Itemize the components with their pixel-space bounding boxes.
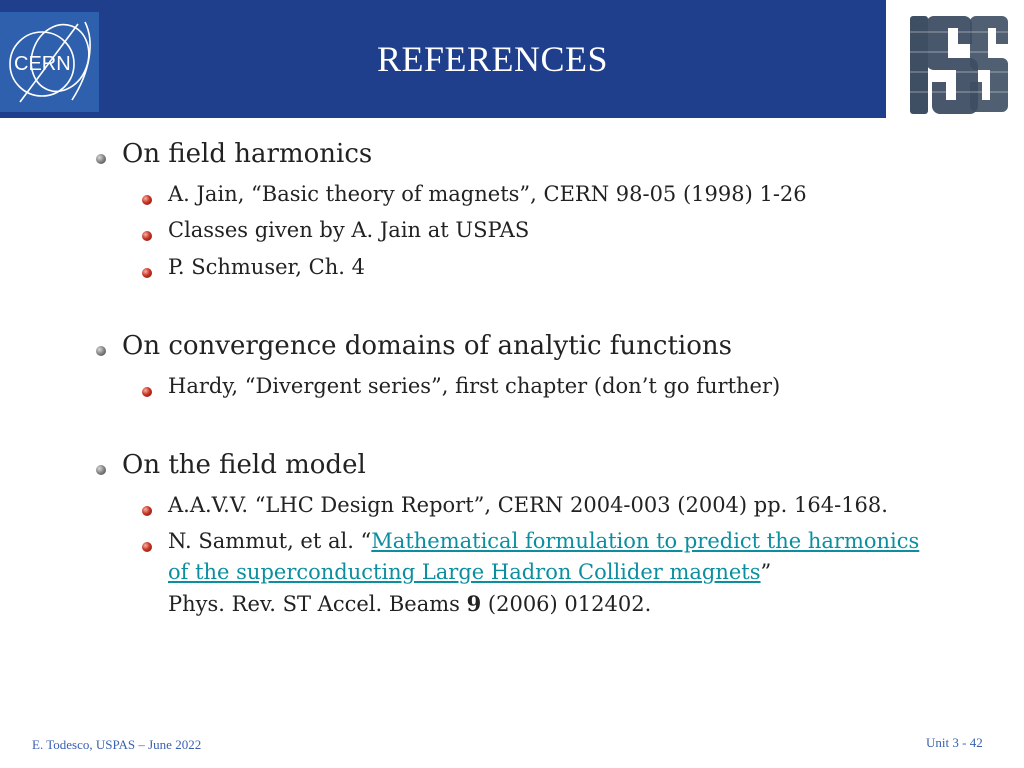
bullet-icon bbox=[142, 542, 152, 552]
section-heading: On the field model bbox=[122, 450, 366, 480]
bullet-icon bbox=[142, 195, 152, 205]
bullet-icon bbox=[142, 268, 152, 278]
list-item bbox=[168, 526, 919, 557]
list-item: A.A.V.V. “LHC Design Report”, CERN 2004-003 (2004) pp. 164-168. bbox=[168, 493, 888, 517]
closing-quote: ” bbox=[760, 560, 772, 584]
bullet-icon bbox=[142, 231, 152, 241]
list-item: Classes given by A. Jain at USPAS bbox=[168, 218, 530, 242]
list-item: A. Jain, “Basic theory of magnets”, CERN 98-05 (1998) 1-26 bbox=[168, 182, 807, 206]
journal-volume: 9 bbox=[466, 591, 482, 616]
svg-text:CERN: CERN bbox=[14, 53, 71, 75]
reference-journal: Phys. Rev. ST Accel. Beams 9 (2006) 012402. bbox=[168, 591, 652, 616]
bullet-icon bbox=[96, 154, 106, 164]
list-item-continuation bbox=[168, 557, 771, 588]
list-item: Hardy, “Divergent series”, first chapter (don’t go further) bbox=[168, 374, 781, 398]
reference-link[interactable]: Mathematical formulation to predict the harmonics bbox=[371, 529, 920, 553]
reference-authors: N. Sammut, et al. “ bbox=[168, 529, 372, 553]
section-heading: On field harmonics bbox=[122, 139, 373, 169]
reference-link-continuation[interactable]: of the superconducting Large Hadron Collider magnets bbox=[168, 560, 761, 584]
bullet-icon bbox=[142, 387, 152, 397]
bullet-icon bbox=[142, 506, 152, 516]
page-title: REFERENCES bbox=[376, 39, 609, 79]
list-item: P. Schmuser, Ch. 4 bbox=[168, 255, 365, 279]
section-heading: On convergence domains of analytic functions bbox=[122, 331, 732, 361]
bullet-icon bbox=[96, 346, 106, 356]
footer-page-number: Unit 3 - 42 bbox=[926, 735, 983, 750]
bullet-icon bbox=[96, 465, 106, 475]
footer-author: E. Todesco, USPAS – June 2022 bbox=[32, 737, 202, 752]
